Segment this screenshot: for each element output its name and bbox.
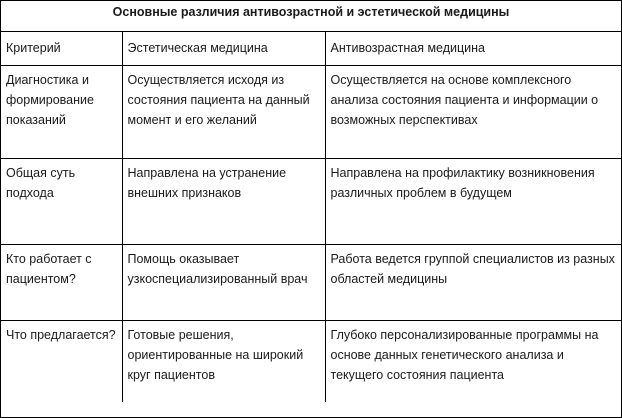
antiaging-cell: Работа ведется группой специалистов из разных областей медицины: [325, 244, 621, 320]
aesthetic-cell: Направлена на устранение внешних признаков: [122, 158, 325, 244]
table-row: [1, 320, 621, 402]
criterion-cell: Что предлагается?: [1, 320, 122, 402]
antiaging-cell: Осуществляется на основе комплексного анализа состояния пациента и информации о возможных перспективах: [325, 65, 621, 158]
antiaging-cell: Направлена на профилактику возникновения различных проблем в будущем: [325, 158, 621, 244]
antiaging-cell: Глубоко персонализированные программы на основе данных генетического анализа и текущего состояния пациента: [325, 320, 621, 402]
table-header-row: [1, 31, 621, 65]
header-aesthetic-medicine: Эстетическая медицина: [122, 31, 325, 65]
header-antiaging-medicine: Антивозрастная медицина: [325, 31, 621, 65]
aesthetic-cell: Готовые решения, ориентированные на широкий круг пациентов: [122, 320, 325, 402]
criterion-cell: Кто работает с пациентом?: [1, 244, 122, 320]
table-row: [1, 65, 621, 158]
aesthetic-cell: Осуществляется исходя из состояния пациента на данный момент и его желаний: [122, 65, 325, 158]
table-row: [1, 244, 621, 320]
table-row: [1, 158, 621, 244]
aesthetic-cell: Помощь оказывает узкоспециализированный врач: [122, 244, 325, 320]
table-title: Основные различия антивозрастной и эстетической медицины: [1, 1, 621, 31]
comparison-table: [1, 1, 621, 402]
criterion-cell: Общая суть подхода: [1, 158, 122, 244]
header-criterion: Критерий: [1, 31, 122, 65]
table-title-row: [1, 1, 621, 31]
criterion-cell: Диагностика и формирование показаний: [1, 65, 122, 158]
